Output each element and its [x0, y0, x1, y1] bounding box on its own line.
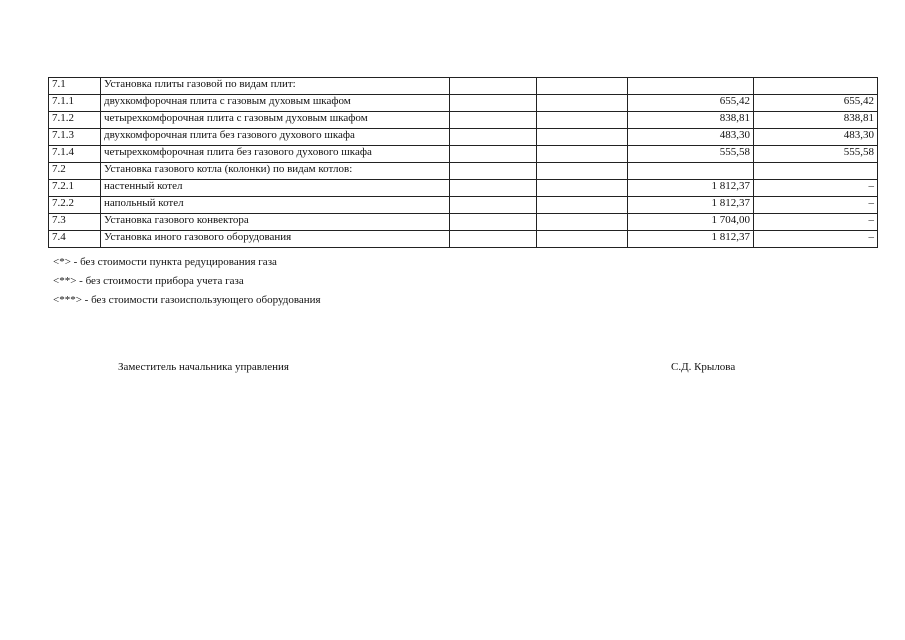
empty-cell [537, 163, 628, 180]
table-row [49, 214, 878, 231]
item-name-cell: двухкомфорочная плита без газового духового шкафа [101, 129, 450, 146]
item-code-cell: 7.1.2 [49, 112, 101, 129]
item-name-cell: двухкомфорочная плита с газовым духовым шкафом [101, 95, 450, 112]
price-cell: 655,42 [754, 95, 878, 112]
price-cell: 1 704,00 [628, 214, 754, 231]
table-row [49, 95, 878, 112]
empty-cell [537, 197, 628, 214]
price-cell: 838,81 [628, 112, 754, 129]
price-cell: – [754, 180, 878, 197]
table-row [49, 180, 878, 197]
table-row [49, 231, 878, 248]
empty-cell [537, 146, 628, 163]
price-cell: 1 812,37 [628, 197, 754, 214]
item-code-cell: 7.1.3 [49, 129, 101, 146]
price-cell: 655,42 [628, 95, 754, 112]
price-cell: 483,30 [628, 129, 754, 146]
empty-cell [537, 231, 628, 248]
item-code-cell: 7.2.1 [49, 180, 101, 197]
price-cell: 838,81 [754, 112, 878, 129]
price-cell [754, 78, 878, 95]
price-cell: 483,30 [754, 129, 878, 146]
item-name-cell: четырехкомфорочная плита без газового духового шкафа [101, 146, 450, 163]
price-cell: – [754, 197, 878, 214]
empty-cell [537, 129, 628, 146]
empty-cell [450, 95, 537, 112]
empty-cell [450, 180, 537, 197]
item-name-cell: четырехкомфорочная плита с газовым духовым шкафом [101, 112, 450, 129]
price-cell: – [754, 231, 878, 248]
table-row [49, 163, 878, 180]
empty-cell [537, 180, 628, 197]
item-name-cell: Установка газового конвектора [101, 214, 450, 231]
empty-cell [450, 129, 537, 146]
item-code-cell: 7.1.1 [49, 95, 101, 112]
table-row [49, 112, 878, 129]
item-code-cell: 7.1.4 [49, 146, 101, 163]
empty-cell [450, 78, 537, 95]
price-cell: 1 812,37 [628, 180, 754, 197]
item-name-cell: Установка иного газового оборудования [101, 231, 450, 248]
table-row [49, 78, 878, 95]
empty-cell [537, 214, 628, 231]
empty-cell [450, 231, 537, 248]
price-table [48, 77, 878, 248]
item-name-cell: Установка газового котла (колонки) по видам котлов: [101, 163, 450, 180]
item-code-cell: 7.3 [49, 214, 101, 231]
empty-cell [537, 112, 628, 129]
price-cell [628, 163, 754, 180]
price-cell [754, 163, 878, 180]
item-code-cell: 7.2.2 [49, 197, 101, 214]
table-row [49, 197, 878, 214]
price-cell: – [754, 214, 878, 231]
empty-cell [537, 78, 628, 95]
item-name-cell: Установка плиты газовой по видам плит: [101, 78, 450, 95]
price-cell [628, 78, 754, 95]
signatory-name: С.Д. Крылова [671, 361, 736, 373]
footnote-3: <***> - без стоимости газоиспользующего оборудования [53, 294, 321, 306]
price-cell: 1 812,37 [628, 231, 754, 248]
item-name-cell: настенный котел [101, 180, 450, 197]
footnote-1: <*> - без стоимости пункта редуцирования газа [53, 256, 277, 268]
empty-cell [537, 95, 628, 112]
item-code-cell: 7.1 [49, 78, 101, 95]
footnotes [53, 256, 321, 313]
empty-cell [450, 146, 537, 163]
table-row [49, 146, 878, 163]
empty-cell [450, 112, 537, 129]
empty-cell [450, 163, 537, 180]
signatory-title: Заместитель начальника управления [118, 361, 289, 373]
item-code-cell: 7.4 [49, 231, 101, 248]
price-cell: 555,58 [628, 146, 754, 163]
item-name-cell: напольный котел [101, 197, 450, 214]
empty-cell [450, 214, 537, 231]
empty-cell [450, 197, 537, 214]
price-cell: 555,58 [754, 146, 878, 163]
table-row [49, 129, 878, 146]
item-code-cell: 7.2 [49, 163, 101, 180]
footnote-2: <**> - без стоимости прибора учета газа [53, 275, 244, 287]
table-body [49, 78, 878, 248]
